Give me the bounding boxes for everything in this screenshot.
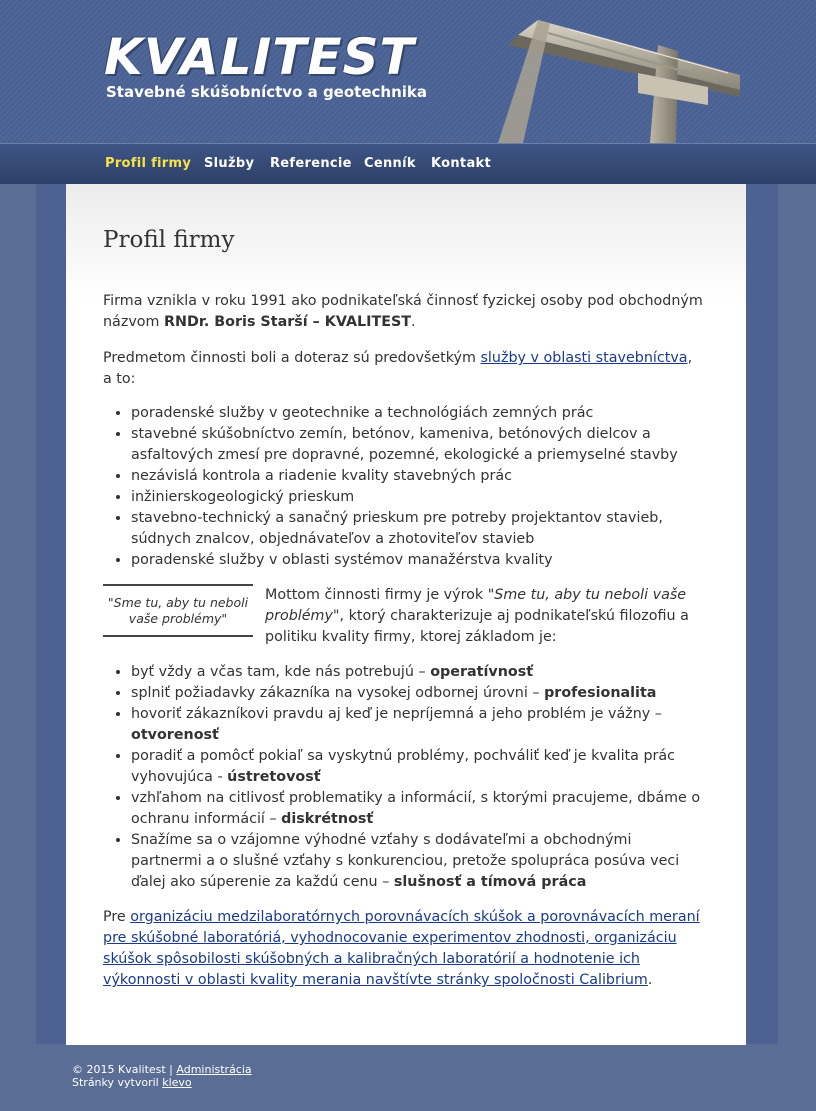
site-footer — [72, 1063, 252, 1089]
list-item: • inžinierskogeologický prieskum — [131, 487, 703, 508]
main-nav — [0, 143, 816, 184]
motto-quote-box: "Sme tu, aby tu neboli vaše problémy" — [103, 584, 253, 637]
list-item: • vzhľahom na citlivosť problematiky a informácií, s ktorými pracujeme, dbáme o ochranu informácií – diskrétnosť — [131, 788, 703, 830]
list-item: • poradenské služby v oblasti systémov manažérstva kvality — [131, 550, 703, 571]
right-stripe — [746, 184, 778, 1044]
list-item: • poradiť a pomôcť pokiaľ sa vyskytnú problémy, pochváliť keď je kvalita prác vyhovujúca - ústretovosť — [131, 746, 703, 788]
list-item: • poradenské služby v geotechnike a technológiách zemných prác — [131, 403, 703, 424]
site-tagline: Stavebné skúšobníctvo a geotechnika — [106, 83, 427, 101]
calibrium-link[interactable]: organizáciu medzilaboratórnych porovnávacích skúšok a porovnávacích meraní pre skúšobné laboratóriá, vyhodnocovanie experimentov zhodnosti, organizáciu skúšok spôsobilosti skúšobných a kalibračných laboratórií a hodnotenie ich výkonnosti v oblasti kvality merania navštívte stránky spoločnosti Calibrium — [103, 909, 700, 988]
motto-paragraph: Mottom činnosti firmy je výrok "Sme tu, aby tu neboli vaše problémy", ktorý charakterizuje aj podnikateľskú filozofiu a politiku kvality firmy, ktorej základom je: — [265, 587, 689, 645]
page-title: Profil firmy — [103, 227, 235, 253]
list-item: • byť vždy a včas tam, kde nás potrebujú – operatívnosť — [131, 662, 703, 683]
list-item: • splniť požiadavky zákazníka na vysokej odbornej úrovni – profesionalita — [131, 683, 703, 704]
list-item: • stavebné skúšobníctvo zemín, betónov, kameniva, betónových dielcov a asfaltových zmesí pre dopravné, pozemné, ekologické a priemyselné stavby — [131, 424, 703, 466]
list-item: • stavebno-technický a sanačný prieskum pre potreby projektantov stavieb, súdnych znalcov, objednávateľov a zhotoviteľov stavieb — [131, 508, 703, 550]
left-stripe — [36, 184, 66, 1044]
nav-profil-firmy[interactable]: Profil firmy — [105, 156, 192, 171]
list-item: • nezávislá kontrola a riadenie kvality stavebných prác — [131, 466, 703, 487]
intro-paragraph: Firma vznikla v roku 1991 ako podnikateľská činnosť fyzickej osoby pod obchodným názvom RNDr. Boris Starší – KVALITEST. — [103, 293, 703, 330]
activity-paragraph: Predmetom činnosti boli a doteraz sú predovšetkým služby v oblasti stavebníctva, a to: — [103, 350, 693, 387]
closing-paragraph: Pre organizáciu medzilaboratórnych porovnávacích skúšok a porovnávacích meraní pre skúšobné laboratóriá, vyhodnocovanie experimentov zhodnosti, organizáciu skúšok spôsobilosti skúšobných a kalibračných laboratórií a hodnotenie ich výkonnosti v oblasti kvality merania navštívte stránky spoločnosti Calibrium. — [103, 909, 700, 988]
nav-sluzby[interactable]: Služby — [204, 156, 255, 171]
footer-line-1: © 2015 Kvalitest | Administrácia — [72, 1063, 252, 1076]
services-list — [103, 403, 703, 571]
site-header — [0, 0, 816, 143]
nav-referencie[interactable]: Referencie — [270, 156, 352, 171]
values-list — [103, 662, 703, 893]
list-item: • hovoriť zákazníkovi pravdu aj keď je nepríjemná a jeho problém je vážny – otvorenosť — [131, 704, 703, 746]
admin-link[interactable]: Administrácia — [176, 1063, 252, 1076]
site-logo[interactable]: KVALITEST — [104, 28, 415, 86]
footer-line-2: Stránky vytvoril klevo — [72, 1076, 192, 1089]
bridge-illustration — [478, 15, 740, 143]
author-link[interactable]: klevo — [162, 1076, 192, 1089]
nav-kontakt[interactable]: Kontakt — [431, 156, 491, 171]
company-name: RNDr. Boris Starší – KVALITEST — [164, 314, 412, 330]
services-link[interactable]: služby v oblasti stavebníctva — [480, 350, 688, 366]
nav-cennik[interactable]: Cenník — [364, 156, 416, 171]
list-item: • Snažíme sa o vzájomne výhodné vzťahy s dodávateľmi a obchodnými partnermi a o slušné vzťahy s konkurenciou, pretože spolupráca posúva veci ďalej ako súperenie za každú cenu – slušnosť a tímová práca — [131, 830, 703, 893]
